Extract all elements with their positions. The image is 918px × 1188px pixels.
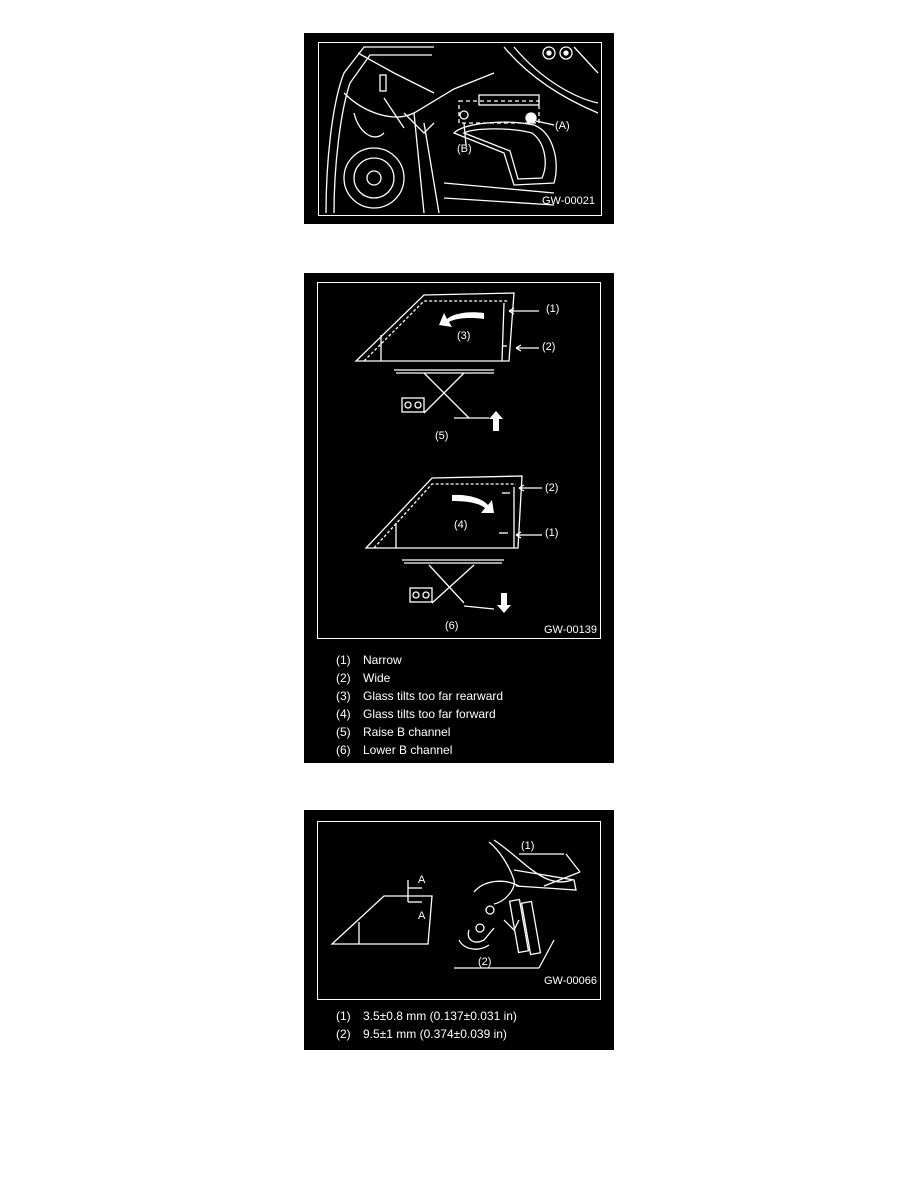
label-a-bottom: A <box>418 910 426 922</box>
label-n2: (2) <box>478 956 492 968</box>
legend-text: Raise B channel <box>363 725 451 739</box>
callout-a: (A) <box>555 120 570 132</box>
legend-row <box>336 723 503 741</box>
legend-num: (3) <box>336 689 351 703</box>
figure-door-panel <box>304 33 614 224</box>
legend-num: (1) <box>336 653 351 667</box>
legend-text: Wide <box>363 671 391 685</box>
legend-num: (2) <box>336 671 351 685</box>
legend-num: (4) <box>336 707 351 721</box>
label-n6: (6) <box>445 620 459 632</box>
legend-num: (5) <box>336 725 351 739</box>
legend-text: 9.5±1 mm (0.374±0.039 in) <box>363 1027 507 1041</box>
figure-glass-clearance <box>304 810 614 1050</box>
legend-row <box>336 1025 517 1043</box>
legend-text: 3.5±0.8 mm (0.137±0.031 in) <box>363 1009 517 1023</box>
label-n1: (1) <box>521 840 535 852</box>
label-n2-top: (2) <box>542 341 556 353</box>
legend-text: Narrow <box>363 653 402 667</box>
legend-num: (2) <box>336 1027 351 1041</box>
legend-row <box>336 651 503 669</box>
label-n3: (3) <box>457 330 471 342</box>
legend-row <box>336 687 503 705</box>
label-n1-top: (1) <box>546 303 560 315</box>
legend-text: Glass tilts too far rearward <box>363 689 504 703</box>
label-n4: (4) <box>454 519 468 531</box>
figure-glass-adjustment <box>304 273 614 763</box>
glass-tilt-illustration <box>304 273 614 643</box>
figure-code: GW-00021 <box>542 195 595 207</box>
legend-row <box>336 1007 517 1025</box>
label-n2-bottom: (2) <box>545 482 559 494</box>
legend-row <box>336 669 503 687</box>
legend <box>336 1007 517 1043</box>
legend-num: (1) <box>336 1009 351 1023</box>
legend-row <box>336 741 503 759</box>
legend <box>336 651 503 759</box>
legend-text: Lower B channel <box>363 743 453 757</box>
clearance-illustration <box>304 810 614 1000</box>
label-n1-bottom: (1) <box>545 527 559 539</box>
figure-code: GW-00066 <box>544 975 597 987</box>
callout-b: (B) <box>457 143 472 155</box>
label-a-top: A <box>418 874 426 886</box>
label-n5: (5) <box>435 430 449 442</box>
legend-text: Glass tilts too far forward <box>363 707 496 721</box>
figure-code: GW-00139 <box>544 624 597 636</box>
legend-row <box>336 705 503 723</box>
legend-num: (6) <box>336 743 351 757</box>
